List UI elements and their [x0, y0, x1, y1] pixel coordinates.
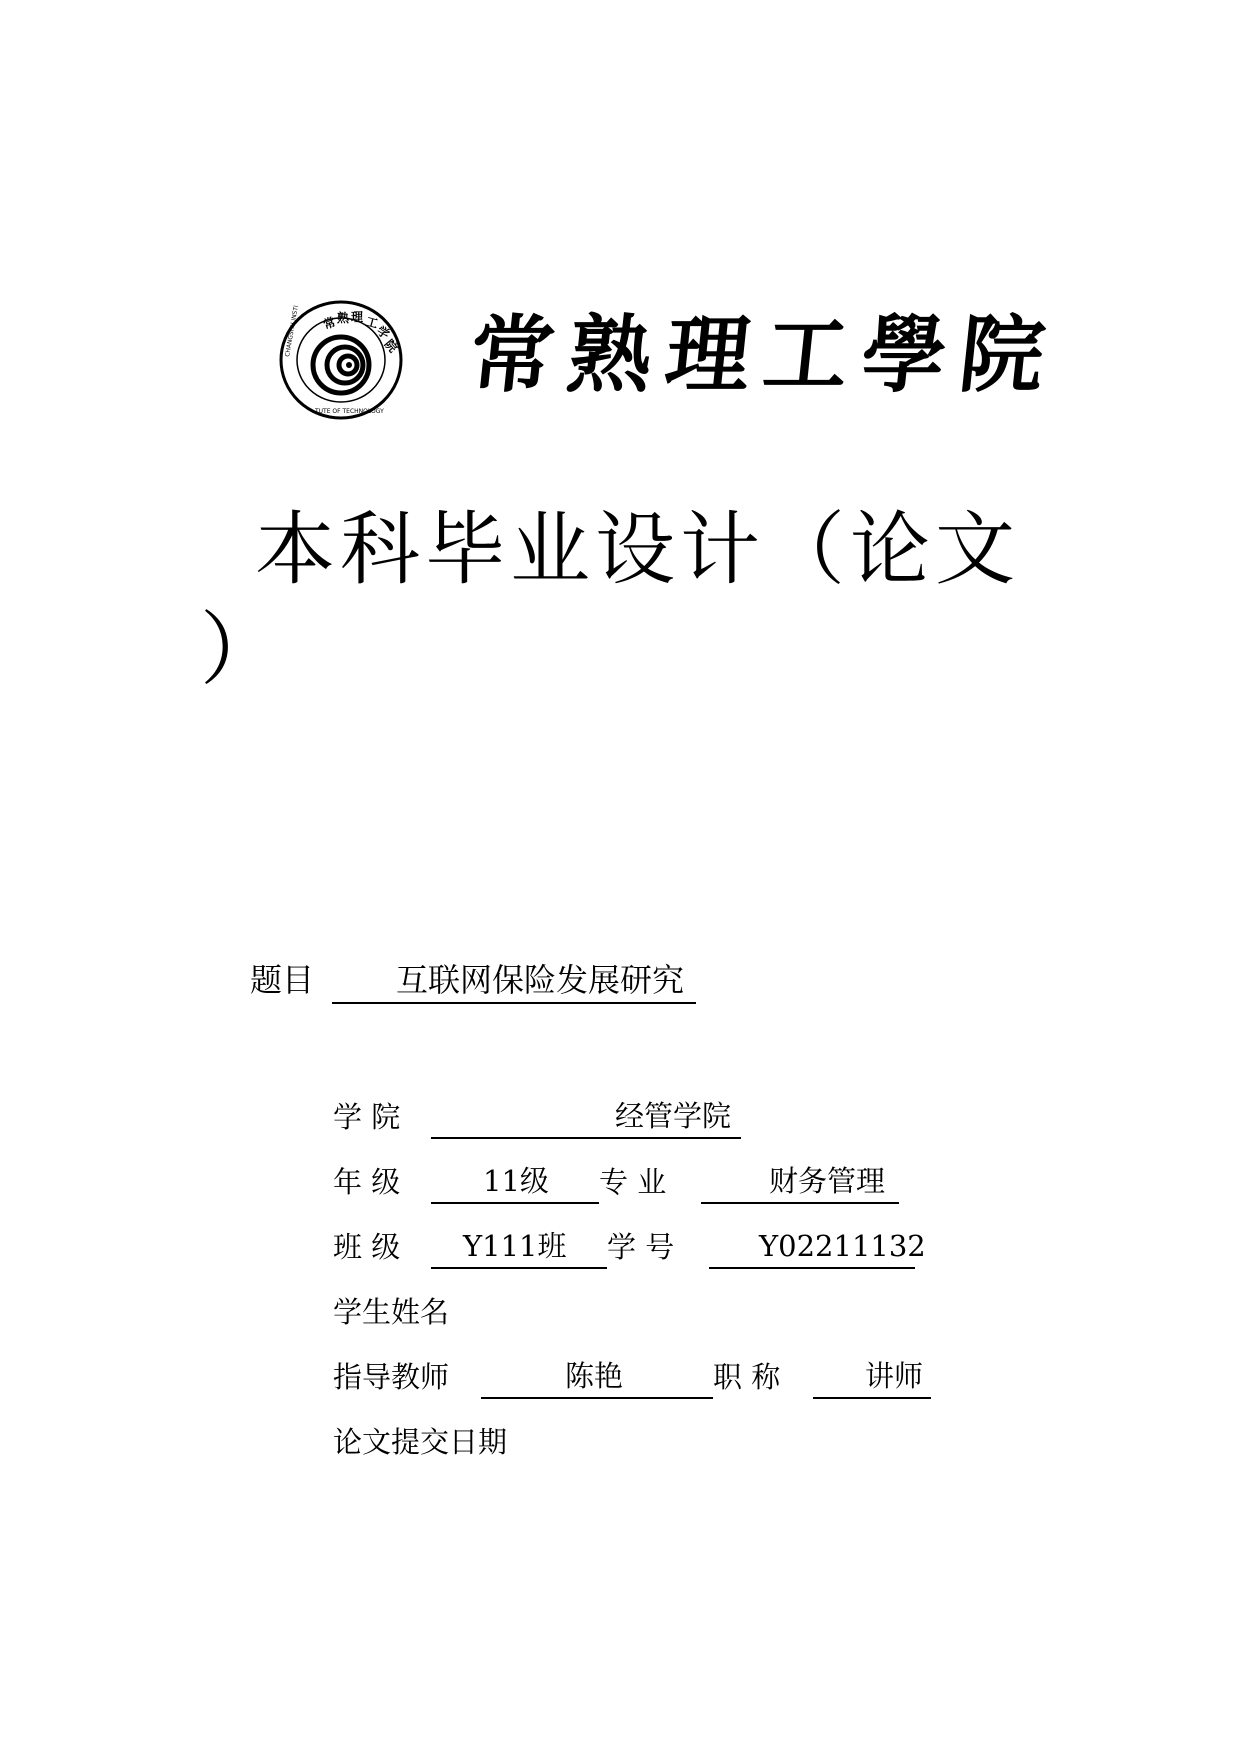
- svg-text:熟: 熟: [337, 311, 350, 325]
- school-seal-logo: [275, 295, 411, 425]
- rank-label: 职 称: [713, 1360, 781, 1394]
- school-name-calligraphy: 常熟理工學院: [464, 305, 1064, 404]
- college-row: [333, 1095, 741, 1139]
- college-label: 学 院: [333, 1100, 401, 1134]
- svg-text:工: 工: [364, 314, 380, 332]
- major-label: 专 业: [599, 1165, 667, 1199]
- document-title-closing-paren: ）: [200, 603, 280, 696]
- student-name-row: [333, 1290, 449, 1334]
- class-label: 班 级: [333, 1230, 401, 1264]
- college-value: 经管学院: [431, 1095, 741, 1139]
- advisor-row: [333, 1355, 931, 1399]
- topic-value: 互联网保险发展研究: [332, 958, 696, 1004]
- class-id-row: [333, 1225, 926, 1269]
- topic-row: [250, 955, 696, 1005]
- grade-value: 11级: [431, 1160, 599, 1204]
- svg-text:常: 常: [321, 314, 338, 332]
- submit-date-row: [333, 1420, 507, 1464]
- grade-label: 年 级: [333, 1165, 401, 1199]
- topic-label: 题目: [250, 961, 315, 999]
- svg-text:院: 院: [381, 336, 401, 356]
- rank-value: 讲师: [813, 1355, 931, 1399]
- class-value: Y111班: [431, 1225, 607, 1269]
- advisor-label: 指导教师: [333, 1360, 450, 1394]
- svg-text:学: 学: [374, 323, 392, 342]
- grade-major-row: [333, 1160, 899, 1204]
- student-id-value: Y02211132: [709, 1225, 915, 1269]
- submit-date-label: 论文提交日期: [333, 1425, 508, 1459]
- major-value: 财务管理: [701, 1160, 899, 1204]
- student-id-label: 学 号: [607, 1230, 675, 1264]
- document-title: 本科毕业设计（论文: [255, 503, 1020, 596]
- svg-text:TUTE OF TECHNOLOGY: TUTE OF TECHNOLOGY: [315, 408, 384, 415]
- student-name-label: 学生姓名: [333, 1295, 450, 1329]
- svg-text:理: 理: [351, 310, 364, 324]
- advisor-value: 陈艳: [481, 1355, 713, 1399]
- svg-text:CHANGSHU INSTI: CHANGSHU INSTI: [284, 304, 301, 358]
